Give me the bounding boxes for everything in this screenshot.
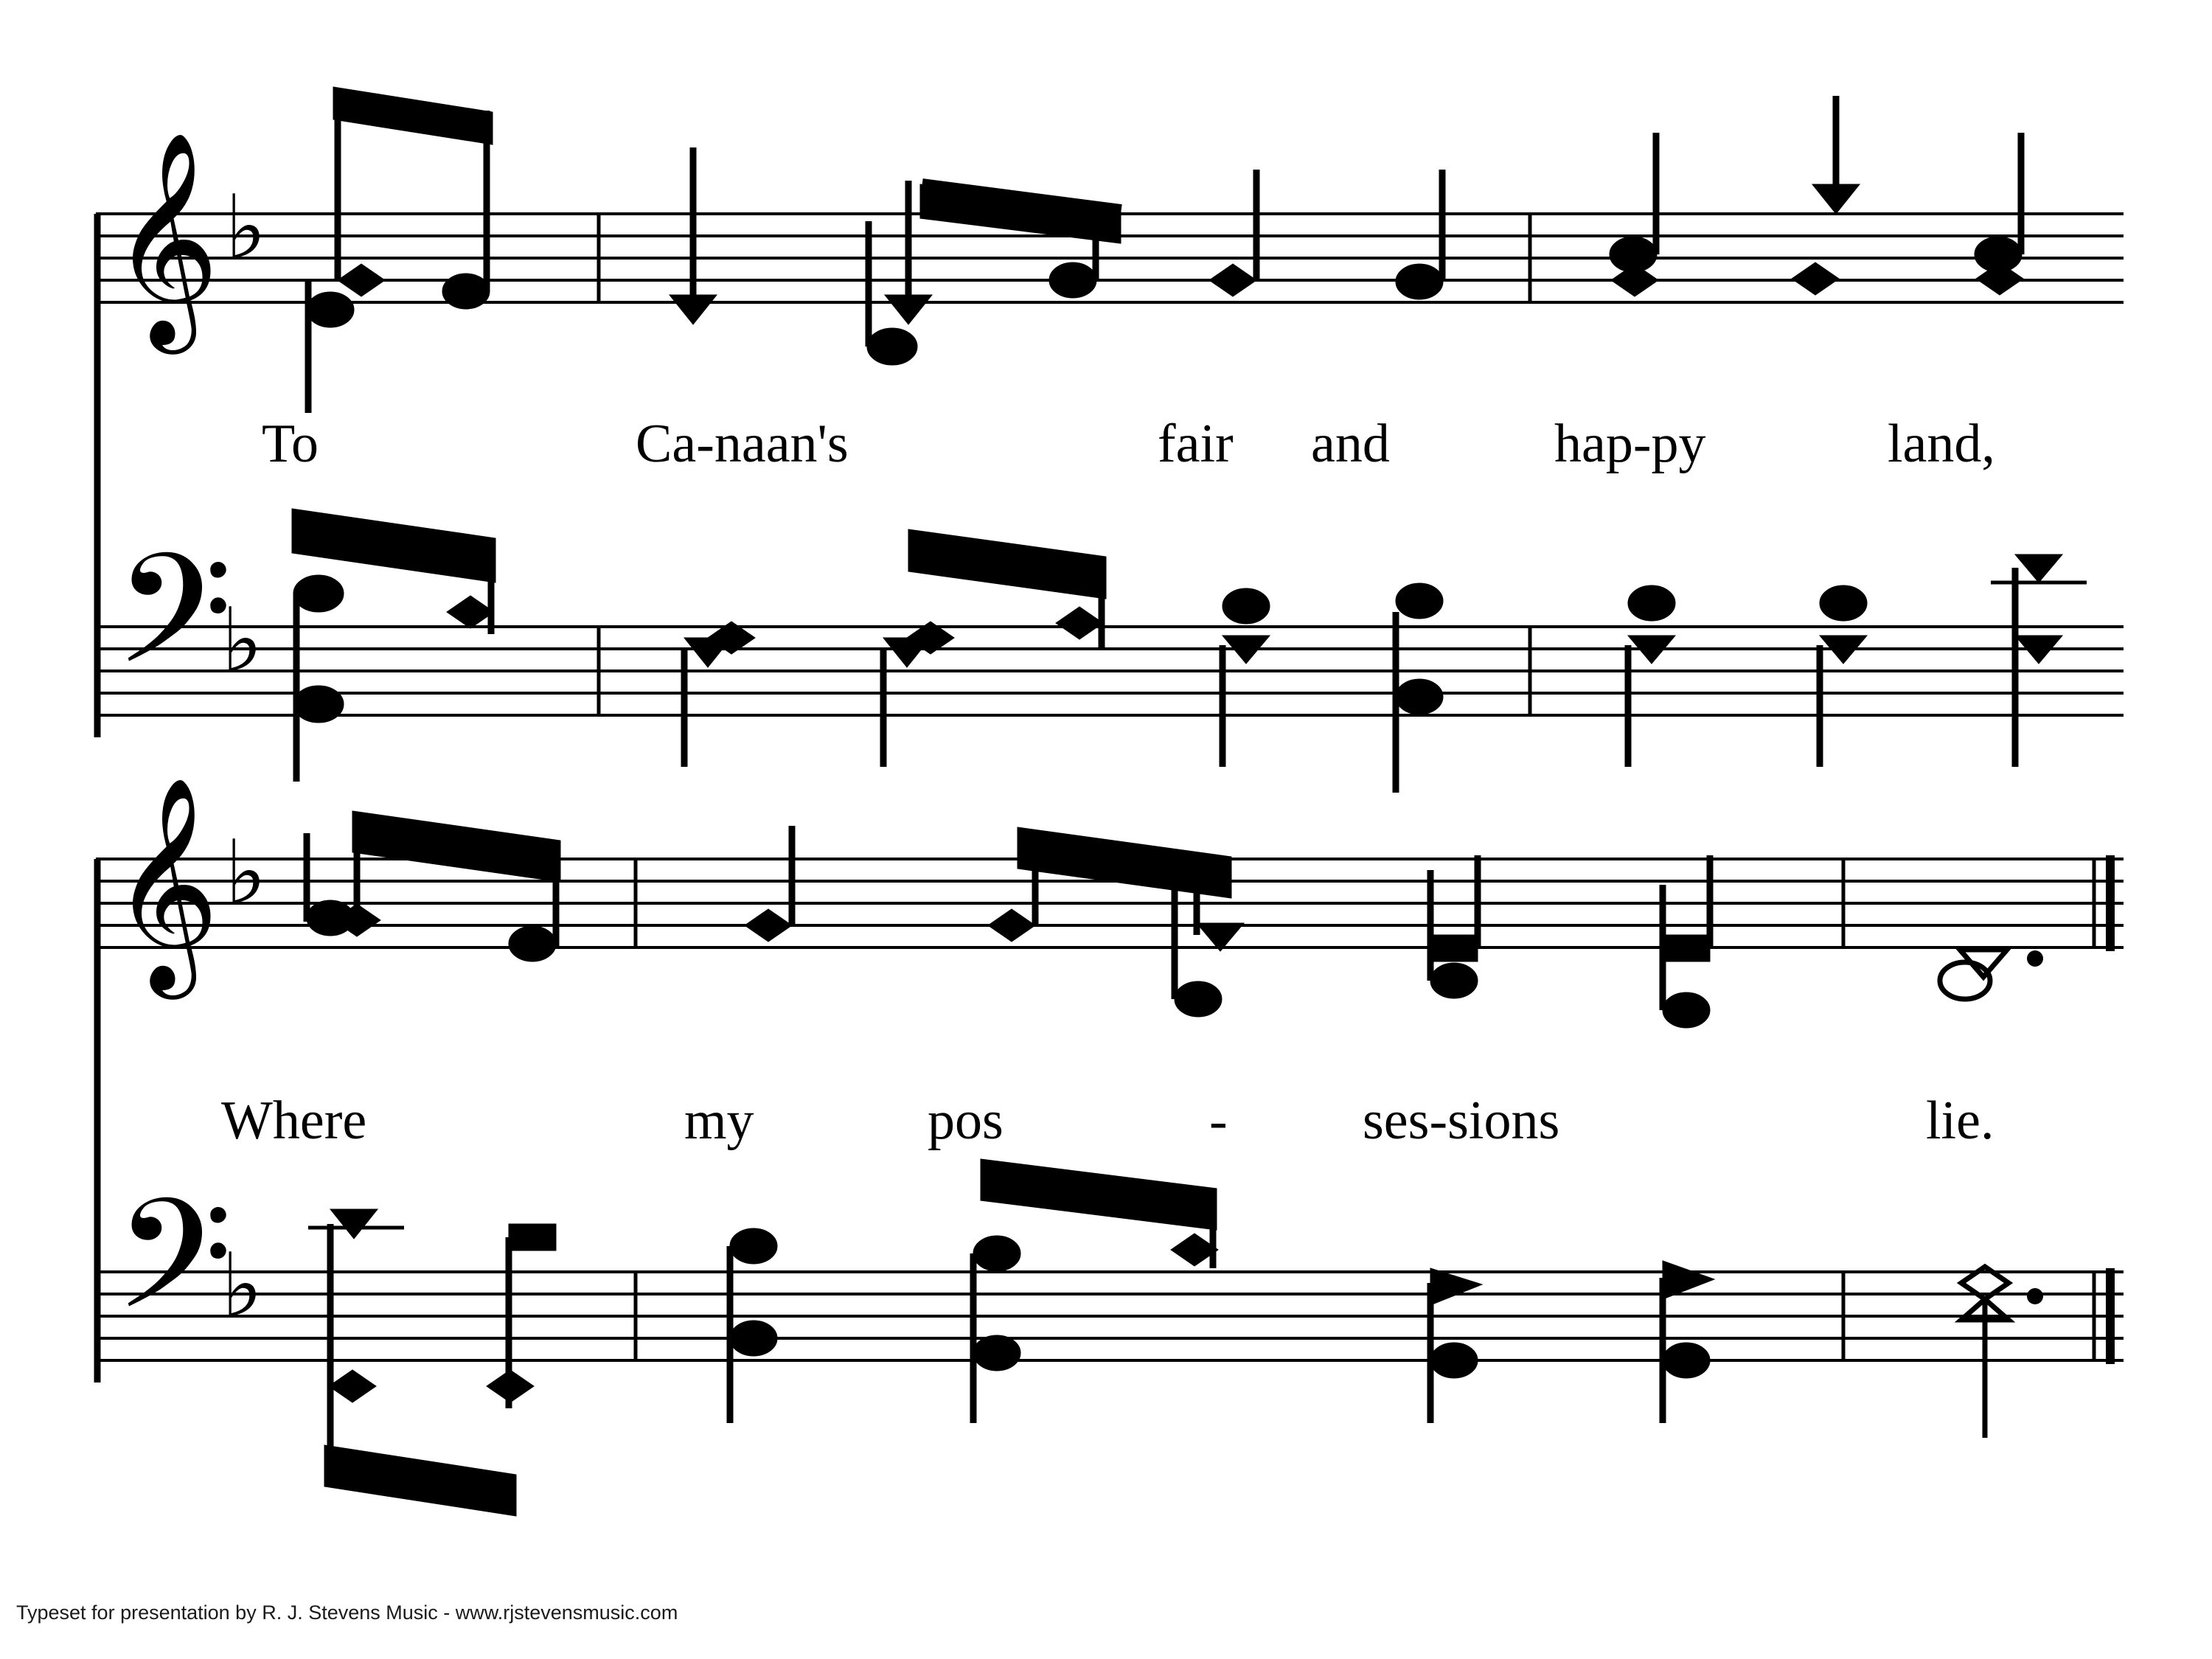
treble-clef-icon: 𝄞 [111, 130, 220, 344]
lyric-syllable: Where [221, 1091, 367, 1151]
notes-system-2 [307, 811, 2043, 1516]
key-signature-flat: ♭ [221, 1235, 263, 1338]
footer-credit: Typeset for presentation by R. J. Stevens Music - www.rjstevensmusic.com [16, 1601, 678, 1624]
lyric-syllable: To [262, 414, 319, 474]
lyric-hyphen: - [1209, 1091, 1228, 1151]
lyric-syllable: land, [1888, 414, 1995, 474]
key-signature-flat: ♭ [225, 177, 267, 279]
lyric-syllable: pos [928, 1091, 1004, 1151]
lyric-syllable: lie. [1926, 1091, 1994, 1151]
note-group [745, 826, 1244, 1017]
lyric-syllable: my [684, 1091, 754, 1151]
note-group [669, 147, 1121, 365]
note-group-bass [292, 509, 2087, 793]
key-signature-flat: ♭ [225, 822, 267, 925]
bass-clef-icon: 𝄢 [114, 521, 233, 735]
treble-clef-icon: 𝄞 [111, 775, 220, 990]
note-group [307, 811, 560, 961]
note-group [1940, 950, 2043, 999]
lyric-syllable: fair [1158, 414, 1234, 474]
note-group [1610, 96, 2023, 296]
lyric-syllable: Ca-naan's [636, 414, 849, 474]
lyric-syllable: and [1311, 414, 1390, 474]
staff-bass-2 [96, 1272, 2124, 1360]
lyric-syllable: hap-py [1554, 414, 1706, 474]
lyric-syllable: ses-sions [1363, 1091, 1560, 1151]
bass-clef-icon: 𝄢 [114, 1166, 233, 1380]
note-group [307, 87, 493, 413]
key-signature-flat: ♭ [221, 590, 263, 692]
